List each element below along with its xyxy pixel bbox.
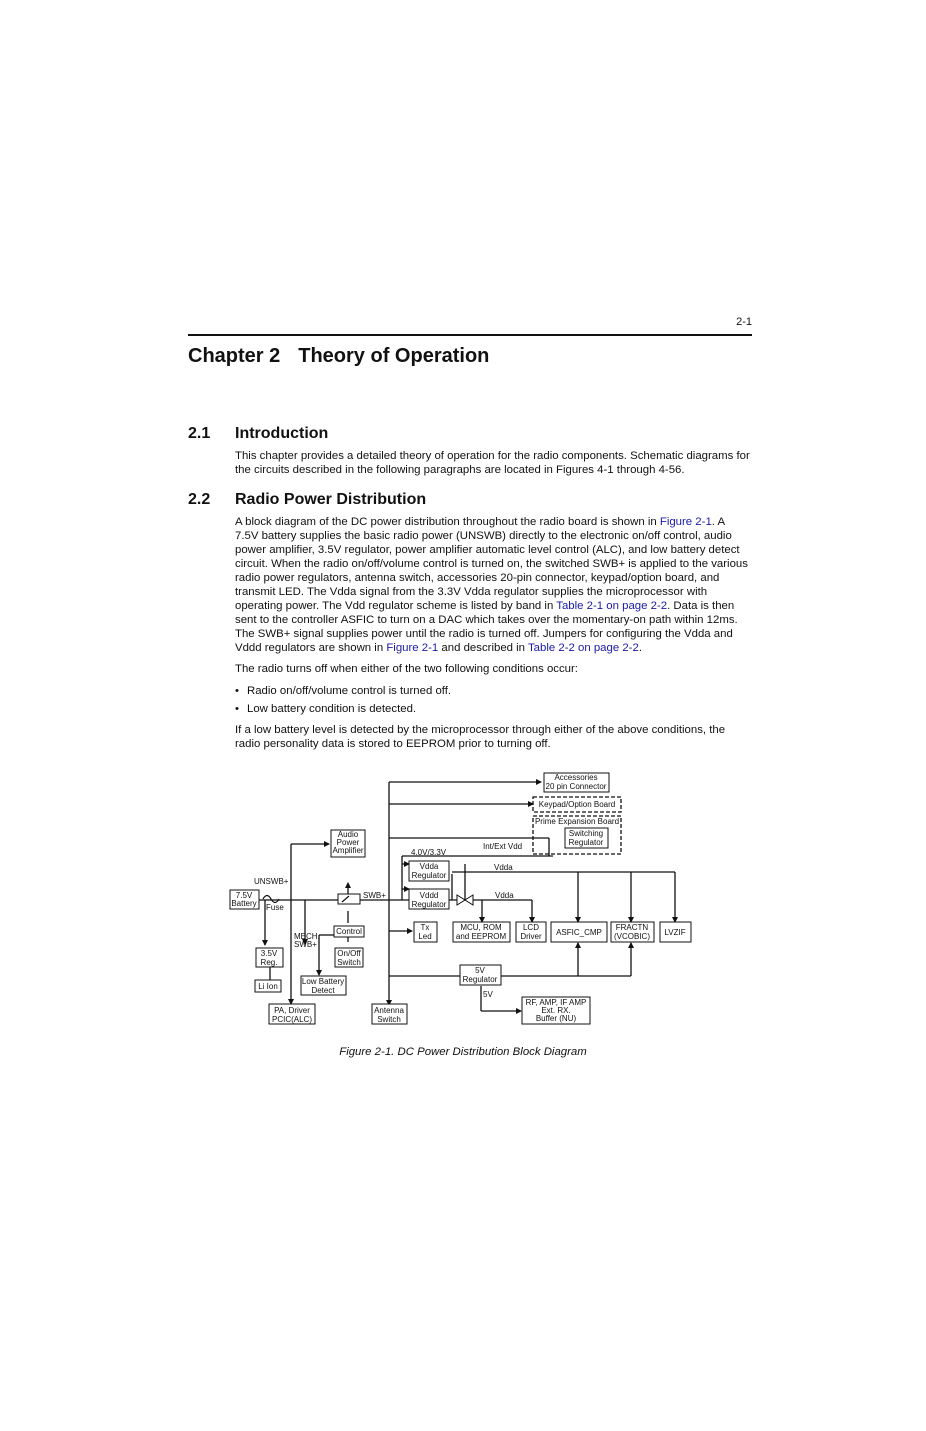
accessories-label-line1: Accessories: [554, 773, 598, 782]
vdda-bus-label: Vdda: [494, 863, 513, 872]
unswb-label: UNSWB+: [254, 877, 289, 886]
lcd-driver-line1: LCD: [522, 923, 540, 932]
pa-driver-line1: PA, Driver: [274, 1006, 310, 1015]
asfic-label: ASFIC_CMP: [556, 928, 602, 937]
swb-label: SWB+: [363, 891, 386, 900]
int-ext-vdd-label: Int/Ext Vdd: [483, 842, 523, 851]
keypad-label: Keypad/Option Board: [538, 800, 616, 809]
table-link[interactable]: Table 2-2 on page 2-2: [527, 642, 639, 654]
chapter-name: Theory of Operation: [298, 345, 490, 367]
section-heading-power: [188, 491, 426, 509]
5v-label: 5V: [483, 990, 493, 999]
figure-link[interactable]: Figure 2-1: [659, 516, 712, 528]
page-number: 2-1: [736, 316, 752, 328]
power-paragraph-1: A block diagram of the DC power distribution throughout the radio board is shown in Figure 2-1. A 7.5V battery supplies the basic radio power (UNSWB) directly to the electronic on/off control, audio power amplifier, 3.5V regulator, power amplifier automatic level control (ALC), and low battery detect circuit. When the radio on/off/volume control is turned on, the switched SWB+ is applied to the various radio power regulators, antenna switch, accessories 20-pin connector, keypad/option board, and transmit LED. The Vdda signal from the 3.3V Vdda regulator supplies the microprocessor with operating power. The Vdd regulator scheme is listed by band in Table 2-1 on page 2-2. Data is then sent to the controller ASFIC to turn on a DAC which takes over the momentary-on path within 12ms. The SWB+ signal supplies power until the radio is turned off. Jumpers for configuring the Vdda and Vddd regulators are shown in Figure 2-1 and described in Table 2-2 on page 2-2.: [235, 516, 748, 654]
onoff-switch-line1: On/Off: [337, 949, 361, 958]
accessories-label-line2: 20 pin Connector: [545, 782, 607, 791]
reg5v-line2: Regulator: [462, 975, 498, 984]
mech-swb-line1: MECH.: [294, 932, 320, 941]
low-battery-line1: Low Battery: [301, 977, 345, 986]
pa-driver-line2: PCIC(ALC): [271, 1015, 313, 1024]
mech-swb-line2: SWB+: [294, 940, 317, 949]
audio-pa-line1: Audio: [337, 830, 359, 839]
table-link[interactable]: Table 2-1 on page 2-2: [556, 600, 668, 612]
switching-regulator-line1: Switching: [568, 829, 604, 838]
battery-line1: 7.5V: [235, 891, 253, 900]
section-number: 2.2: [188, 491, 211, 508]
onoff-switch-line2: Switch: [337, 958, 361, 967]
voltage-label: 4.0V/3.3V: [411, 848, 447, 857]
reg35-line1: 3.5V: [260, 949, 278, 958]
audio-pa-line2: Power: [336, 838, 360, 847]
lvzif-label: LVZIF: [664, 928, 686, 937]
prime-board-label: Prime Expansion Board: [534, 817, 620, 826]
figure-link[interactable]: Figure 2-1: [386, 642, 439, 654]
mcu-line1: MCU, ROM: [460, 923, 502, 932]
header-rule: [188, 334, 752, 336]
reg35-line2: Reg.: [260, 958, 278, 967]
power-paragraph-2: The radio turns off when either of the two following conditions occur:: [235, 663, 578, 675]
rf-amp-line2: Ext. RX.: [541, 1006, 571, 1015]
list-item: • Low battery condition is detected.: [235, 703, 417, 715]
low-battery-line2: Detect: [311, 986, 335, 995]
section-number: 2.1: [188, 425, 211, 442]
tx-led-line1: Tx: [420, 923, 430, 932]
section-title: Radio Power Distribution: [235, 491, 427, 508]
tx-led-line2: Led: [418, 932, 432, 941]
fuse-label: Fuse: [266, 903, 284, 912]
vdda-regulator-line2: Regulator: [411, 871, 447, 880]
antenna-switch-line2: Switch: [377, 1015, 401, 1024]
chapter-label: Chapter 2: [188, 345, 281, 367]
fractn-line2: (VCOBIC): [614, 932, 650, 941]
mcu-line2: and EEPROM: [455, 932, 507, 941]
power-paragraph-3: If a low battery level is detected by the microprocessor through either of the above conditions, the radio personality data is stored to EEPROM prior to turning off.: [235, 724, 726, 750]
reg5v-line1: 5V: [475, 966, 485, 975]
lcd-driver-line2: Driver: [520, 932, 542, 941]
chapter-title: [188, 345, 489, 368]
vdda-bus-label-2: Vdda: [495, 891, 514, 900]
vddd-regulator-line2: Regulator: [411, 900, 447, 909]
section-heading-intro: [188, 425, 328, 443]
control-label: Control: [336, 927, 362, 936]
antenna-switch-line1: Antenna: [374, 1006, 404, 1015]
vddd-regulator-line1: Vddd: [419, 891, 439, 900]
rf-amp-line3: Buffer (NU): [535, 1014, 577, 1023]
battery-line2: Battery: [231, 899, 257, 908]
list-item: • Radio on/off/volume control is turned off.: [235, 685, 452, 697]
intro-paragraph: This chapter provides a detailed theory of operation for the radio components. Schematic diagrams for the circuits described in the following paragraphs are located in Figures 4-1 through 4-56.: [235, 450, 750, 476]
figure-caption: Figure 2-1. DC Power Distribution Block Diagram: [339, 1046, 587, 1058]
power-distribution-diagram: [225, 768, 705, 1030]
rf-amp-line1: RF, AMP, IF AMP: [525, 998, 587, 1007]
li-ion-label: Li Ion: [258, 982, 278, 991]
vdda-regulator-line1: Vdda: [419, 862, 439, 871]
fractn-line1: FRACTN: [615, 923, 649, 932]
switching-regulator-line2: Regulator: [568, 838, 604, 847]
section-title: Introduction: [235, 425, 329, 442]
audio-pa-line3: Amplifier: [332, 846, 364, 855]
